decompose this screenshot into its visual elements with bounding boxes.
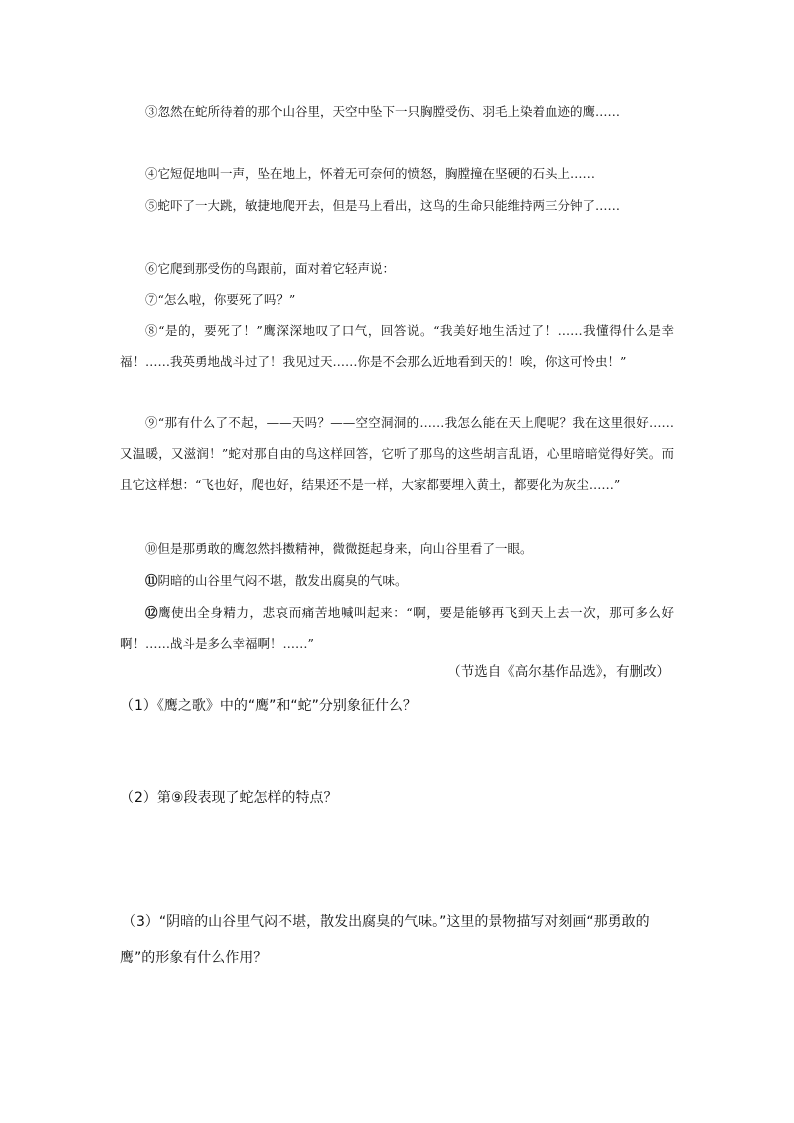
paragraph-7 [120, 284, 674, 315]
paragraph-number: ⑥ [145, 261, 158, 276]
paragraph-5 [120, 190, 674, 221]
paragraph-6 [120, 253, 674, 284]
paragraph-text: 阴暗的山谷里气闷不堪，散发出腐臭的气味。 [157, 573, 408, 588]
paragraph-text: 忽然在蛇所待着的那个山谷里，天空中坠下一只胸膛受伤、羽毛上染着血迹的鹰…… [157, 104, 621, 119]
paragraph-number: ⑩ [145, 541, 158, 556]
paragraph-number: ④ [145, 166, 158, 181]
paragraph-12 [120, 597, 674, 659]
paragraph-text: “是的，要死了！”鹰深深地叹了口气，回答说。“我美好地生活过了！……我懂得什么是幸福！……我英勇地战斗过了！我见过天……你是不会那么近地看到天的！唉，你这可怜虫！” [120, 323, 674, 369]
paragraph-number: ⑦ [145, 292, 158, 307]
paragraph-9 [120, 407, 674, 500]
paragraph-text: 它短促地叫一声，坠在地上，怀着无可奈何的愤怒，胸膛撞在坚硬的石头上…… [157, 166, 596, 181]
paragraph-number: ⑫ [145, 605, 159, 620]
paragraph-10 [120, 533, 674, 564]
paragraph-number: ③ [145, 104, 158, 119]
paragraph-number: ⑨ [145, 415, 158, 430]
paragraph-number: ⑤ [145, 198, 158, 213]
paragraph-text: “那有什么了不起，——天吗？——空空洞洞的……我怎么能在天上爬呢？我在这里很好……又温暖，又滋润！”蛇对那自由的鸟这样回答，它听了那鸟的这些胡言乱语，心里暗暗觉得好笑。而且它这样想：“飞也好，爬也好，结果还不是一样，大家都要埋入黄土，都要化为灰尘……” [120, 415, 674, 492]
question-2: （2）第⑨段表现了蛇怎样的特点？ [120, 790, 338, 806]
paragraph-text: 蛇吓了一大跳，敏捷地爬开去，但是马上看出，这鸟的生命只能维持两三分钟了…… [157, 198, 621, 213]
question-1: （1）《鹰之歌》中的“鹰”和“蛇”分别象征什么？ [120, 698, 417, 714]
paragraph-8 [120, 315, 674, 377]
paragraph-number: ⑧ [145, 323, 159, 338]
paragraph-4 [120, 158, 674, 189]
source-citation: （节选自《高尔基作品选》，有删改） [447, 664, 670, 680]
paragraph-text: “怎么啦，你要死了吗？” [157, 292, 296, 307]
paragraph-text: 它爬到那受伤的鸟跟前，面对着它轻声说： [157, 261, 396, 276]
paragraph-3 [120, 96, 674, 127]
paragraph-number: ⑪ [145, 573, 158, 588]
paragraph-text: 但是那勇敢的鹰忽然抖擞精神，微微挺起身来，向山谷里看了一眼。 [157, 541, 533, 556]
paragraph-text: 鹰使出全身精力，悲哀而痛苦地喊叫起来：“啊，要是能够再飞到天上去一次，那可多么好啊！……战斗是多么幸福啊！……” [120, 605, 674, 651]
question-3: （3）“阴暗的山谷里气闷不堪，散发出腐臭的气味。”这里的景物描写对刻画“那勇敢的鹰”的形象有什么作用？ [120, 914, 650, 966]
paragraph-11 [120, 565, 674, 596]
